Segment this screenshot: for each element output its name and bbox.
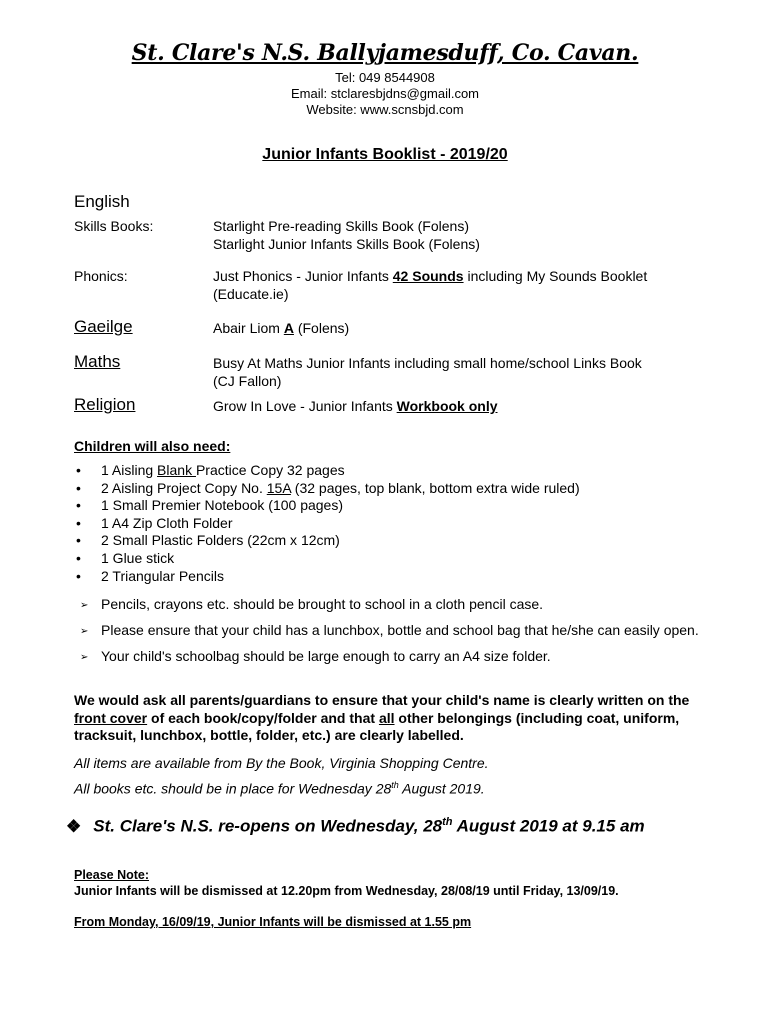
children-need-heading: Children will also need: (74, 438, 231, 454)
school-email: Email: stclaresbjdns@gmail.com (290, 86, 480, 101)
english-heading: English (74, 192, 130, 211)
in-place-note: All books etc. should be in place for Wednesday 28th August 2019. (74, 780, 485, 797)
phonics-label: Phonics: (74, 268, 128, 284)
dismissal-note-1: Junior Infants will be dismissed at 12.20pm from Wednesday, 28/08/19 until Friday, 13/09/19. (74, 884, 619, 898)
supplies-list (74, 462, 580, 585)
bullet-icon: • (76, 514, 81, 531)
maths-heading: Maths (74, 352, 121, 371)
bullet-icon: • (76, 532, 81, 549)
religion-heading: Religion (74, 395, 136, 414)
gaeilge-heading: Gaeilge (74, 317, 133, 336)
diamond-bullet-icon: ❖ (66, 816, 82, 836)
list-item: • 1 Small Premier Notebook (100 pages) (76, 497, 344, 514)
school-name: St. Clare's N.S. Ballyjamesduff, Co. Cavan. (131, 40, 639, 66)
availability-note: All items are available from By the Book, Virginia Shopping Centre. (74, 755, 489, 771)
school-telephone: Tel: 049 8544908 (335, 70, 435, 85)
religion-book: Grow In Love - Junior Infants Workbook only (213, 398, 498, 414)
list-item: • 1 Glue stick (76, 549, 175, 566)
bullet-icon: • (76, 549, 81, 566)
please-note-heading: Please Note: (74, 868, 150, 882)
list-item: • 2 Small Plastic Folders (22cm x 12cm) (76, 532, 340, 549)
arrow-bullet-icon: ➢ (80, 626, 89, 637)
list-item: • 2 Triangular Pencils (76, 567, 224, 584)
list-item: • 1 A4 Zip Cloth Folder (76, 514, 233, 531)
phonics-line-2: (Educate.ie) (213, 286, 289, 302)
parents-notice: We would ask all parents/guardians to ensure that your child's name is clearly written on the front cover of each book/copy/folder and that all other belongings (including coat, uniform, tracksuit, lunchbox, bottle, folder, etc.) are clearly labelled. (74, 692, 690, 743)
school-website: Website: www.scnsbjd.com (306, 102, 464, 117)
dismissal-note-2: From Monday, 16/09/19, Junior Infants will be dismissed at 1.55 pm (74, 915, 472, 929)
note-item: ➢ Pencils, crayons etc. should be brought to school in a cloth pencil case. (80, 596, 544, 612)
list-item: • 1 Aisling Blank Practice Copy 32 pages (76, 462, 345, 478)
gaeilge-book: Abair Liom A (Folens) (213, 320, 350, 336)
notes-list (74, 596, 734, 674)
maths-line-2: (CJ Fallon) (213, 373, 282, 389)
maths-line-1: Busy At Maths Junior Infants including small home/school Links Book (213, 355, 642, 371)
arrow-bullet-icon: ➢ (80, 652, 89, 663)
bullet-icon: • (76, 479, 81, 496)
note-item: ➢ Your child's schoolbag should be large enough to carry an A4 size folder. (80, 648, 551, 664)
bullet-icon: • (76, 497, 81, 514)
list-item: • 2 Aisling Project Copy No. 15A (32 pages, top blank, bottom extra wide ruled) (76, 479, 580, 496)
arrow-bullet-icon: ➢ (80, 600, 89, 611)
skills-books-line-2: Starlight Junior Infants Skills Book (Folens) (213, 236, 480, 252)
note-item: ➢ Please ensure that your child has a lunchbox, bottle and school bag that he/she can easily open. (80, 622, 699, 638)
reopen-announcement: ❖ St. Clare's N.S. re-opens on Wednesday, 28th August 2019 at 9.15 am (66, 816, 645, 836)
bullet-icon: • (76, 567, 81, 584)
booklist-title: Junior Infants Booklist - 2019/20 (262, 146, 508, 163)
phonics-line-1: Just Phonics - Junior Infants 42 Sounds including My Sounds Booklet (213, 268, 648, 284)
skills-books-label: Skills Books: (74, 218, 154, 234)
skills-books-line-1: Starlight Pre-reading Skills Book (Folens) (213, 218, 469, 234)
bullet-icon: • (76, 462, 81, 478)
